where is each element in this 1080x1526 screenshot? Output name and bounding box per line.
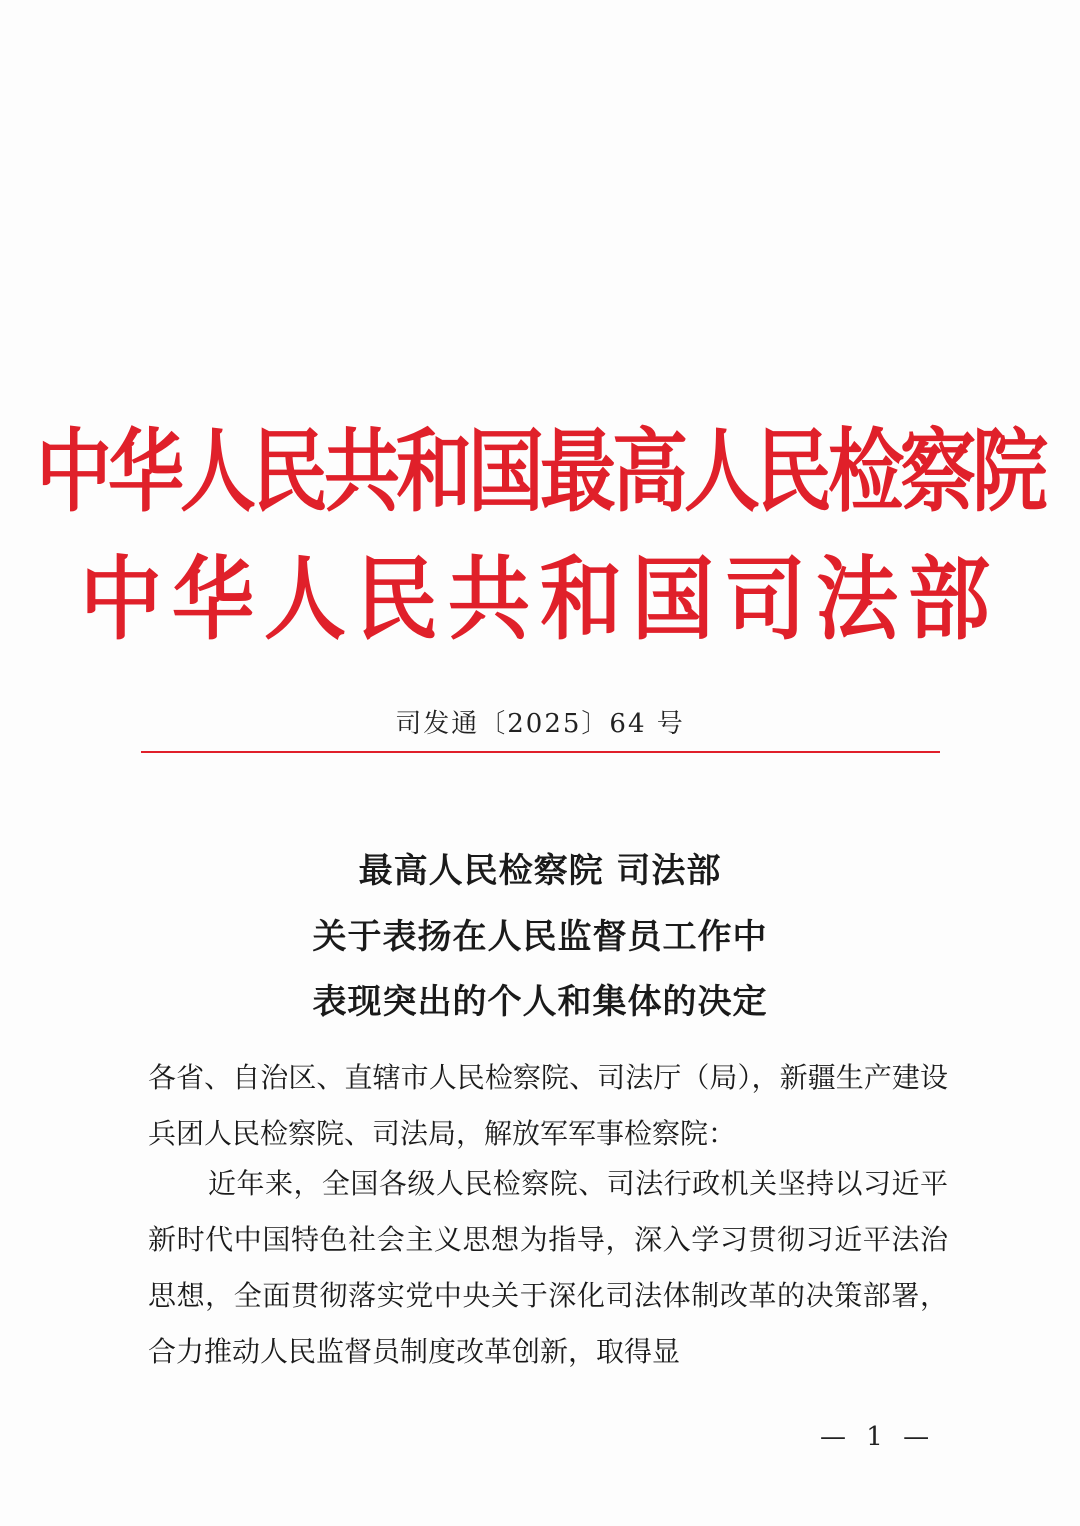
addressee-block (148, 1050, 948, 1162)
issuing-org-justice-ministry: 中华人民共和国司法部 (79, 547, 1000, 653)
document-title-line-3: 表现突出的个人和集体的决定 (312, 982, 768, 1022)
red-separator-rule (141, 751, 940, 753)
page-number: — 1 — (820, 1422, 936, 1452)
addressee-text: 各省、自治区、直辖市人民检察院、司法厅（局），新疆生产建设兵团人民检察院、司法局，解放军军事检察院： (148, 1061, 948, 1150)
body-paragraph-1: 近年来，全国各级人民检察院、司法行政机关坚持以习近平新时代中国特色社会主义思想为指导，深入学习贯彻习近平法治思想，全面贯彻落实党中央关于深化司法体制改革的决策部署，合力推动人民监督员制度改革创新，取得显 (148, 1167, 948, 1368)
issuing-org-procuratorate: 中华人民共和国最高人民检察院 (36, 418, 1044, 524)
body-paragraph-block (148, 1156, 948, 1380)
document-title-line-2: 关于表扬在人民监督员工作中 (312, 917, 768, 957)
document-number: 司发通〔2025〕64 号 (395, 709, 685, 739)
document-title-line-1: 最高人民检察院 司法部 (358, 851, 722, 891)
